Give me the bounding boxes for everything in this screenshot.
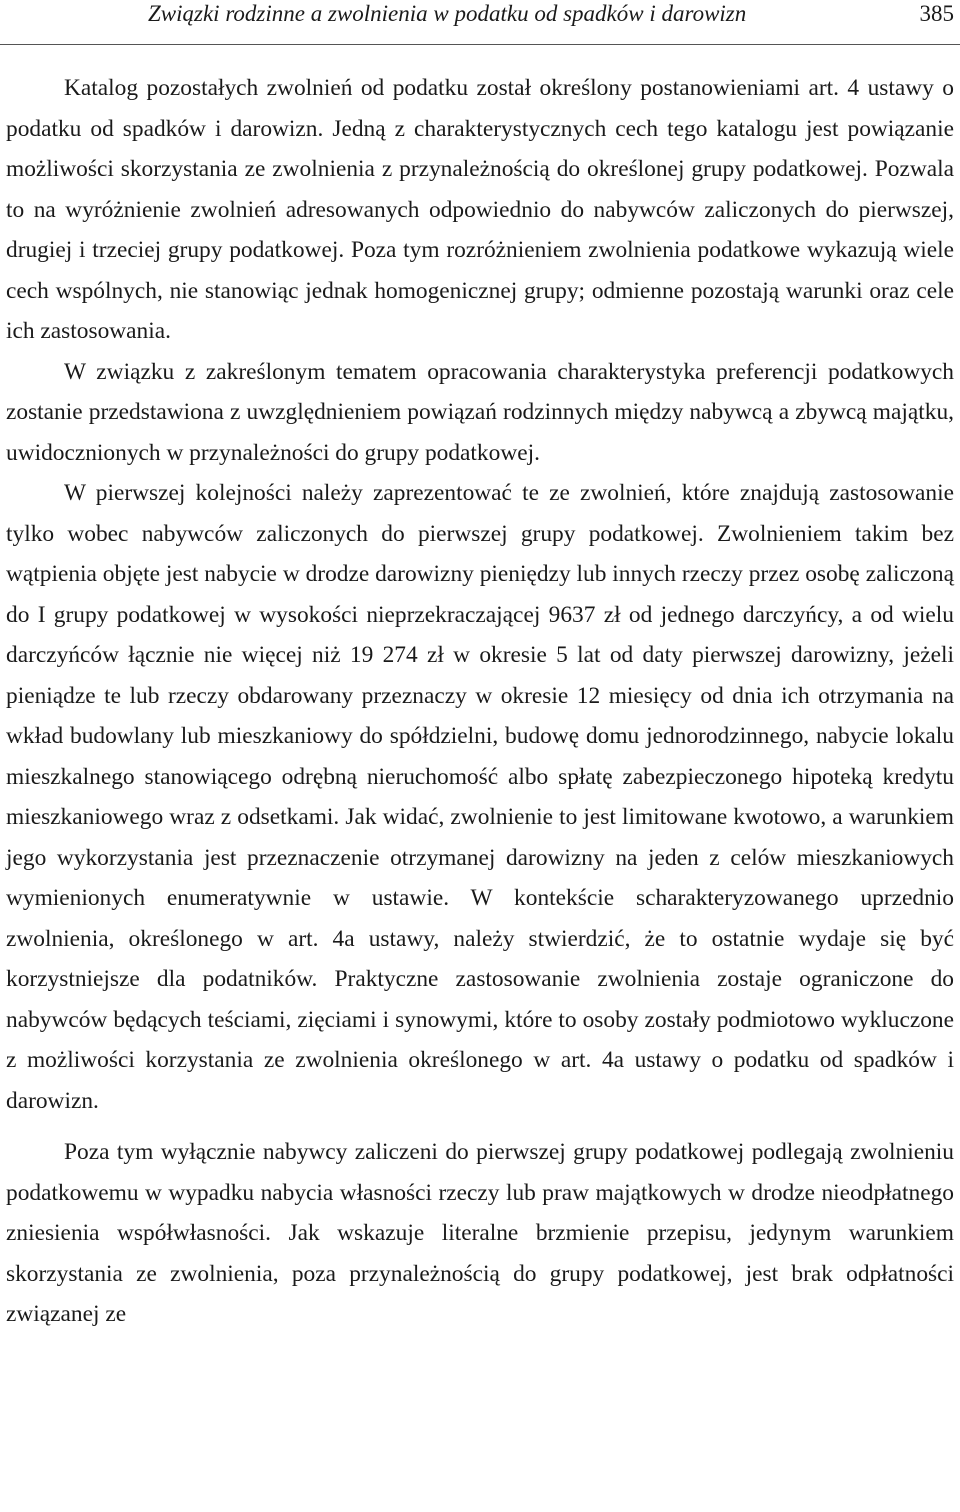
paragraph-topic: W związku z zakreślonym tematem opracowania charakterystyka preferencji podatkowych zostanie przedstawiona z uwzględnieniem powiązań rodzinnych między nabywcą a zbywcą majątku, uwidocznionych w przynależności do grupy podatkowej.: [6, 358, 954, 466]
running-header: [0, 0, 960, 45]
paragraph-first-group: W pierwszej kolejności należy zaprezentować te ze zwolnień, które znajdują zastosowanie tylko wobec nabywców zaliczonych do pierwszej grupy podatkowej. Zwolnieniem takim bez wątpienia objęte jest nabycie w drodze darowizny pieniędzy lub innych rzeczy przez osobę zaliczoną do I grupy podatkowej w wysokości nieprzekraczającej 9637 zł od jednego darczyńcy, a od wielu darczyńców łącznie nie więcej niż 19 274 zł w okresie 5 lat od daty pierwszej darowizny, jeżeli pieniądze te lub rzeczy obdarowany przeznaczy w okresie 12 miesięcy od dnia ich otrzymania na wkład budowlany lub mieszkaniowy do spółdzielni, budowę domu jednorodzinnego, nabycie lokalu mieszkalnego stanowiącego odrębną nieruchomość albo spłatę zabezpieczonego hipoteką kredytu mieszkaniowego wraz z odsetkami. Jak widać, zwolnienie to jest limitowane kwotowo, a warunkiem jego wykorzystania jest przeznaczenie otrzymanej darowizny na jeden z celów mieszkaniowych wymienionych enumeratywnie w ustawie. W kontekście scharakteryzowanego uprzednio zwolnienia, określonego w art. 4a ustawy, należy stwierdzić, że to ostatnie wydaje się być korzystniejsze dla podatników. Praktyczne zastosowanie zwolnienia zostaje ograniczone do nabywców będących teściami, zięciami i synowymi, które to osoby zostały podmiotowo wykluczone z możliwości korzystania ze zwolnienia określonego w art. 4a ustawy o podatku od spadków i darowizn.: [6, 480, 954, 1114]
paragraph-catalog: Katalog pozostałych zwolnień od podatku został określony postanowieniami art. 4 ustawy o podatku od spadków i darowizn. Jedną z charakterystycznych cech tego katalogu jest powiązanie możliwości skorzystania ze zwolnienia z przynależnością do określonej grupy podatkowej. Pozwala to na wyróżnienie zwolnień adresowanych odpowiednio do nabywców zaliczonych do pierwszej, drugiej i trzeciej grupy podatkowej. Poza tym rozróżnieniem zwolnienia podatkowe wykazują wiele cech wspólnych, nie stanowiąc jednak homogenicznej grupy; odmienne pozostają warunki oraz cele ich zastosowania.: [6, 75, 954, 344]
paragraph-co-ownership: Poza tym wyłącznie nabywcy zaliczeni do pierwszej grupy podatkowej podlegają zwolnieniu podatkowemu w wypadku nabycia własności rzeczy lub praw majątkowych w drodze nieodpłatnego zniesienia współwłasności. Jak wskazuje literalne brzmienie przepisu, jedynym warunkiem skorzystania ze zwolnienia, poza przynależnością do grupy podatkowej, jest brak odpłatności związanej ze: [6, 1139, 954, 1327]
running-title: Związki rodzinne a zwolnienia w podatku od spadków i darowizn: [148, 1, 747, 26]
body-text: [6, 68, 954, 1335]
page-number: 385: [919, 1, 954, 26]
